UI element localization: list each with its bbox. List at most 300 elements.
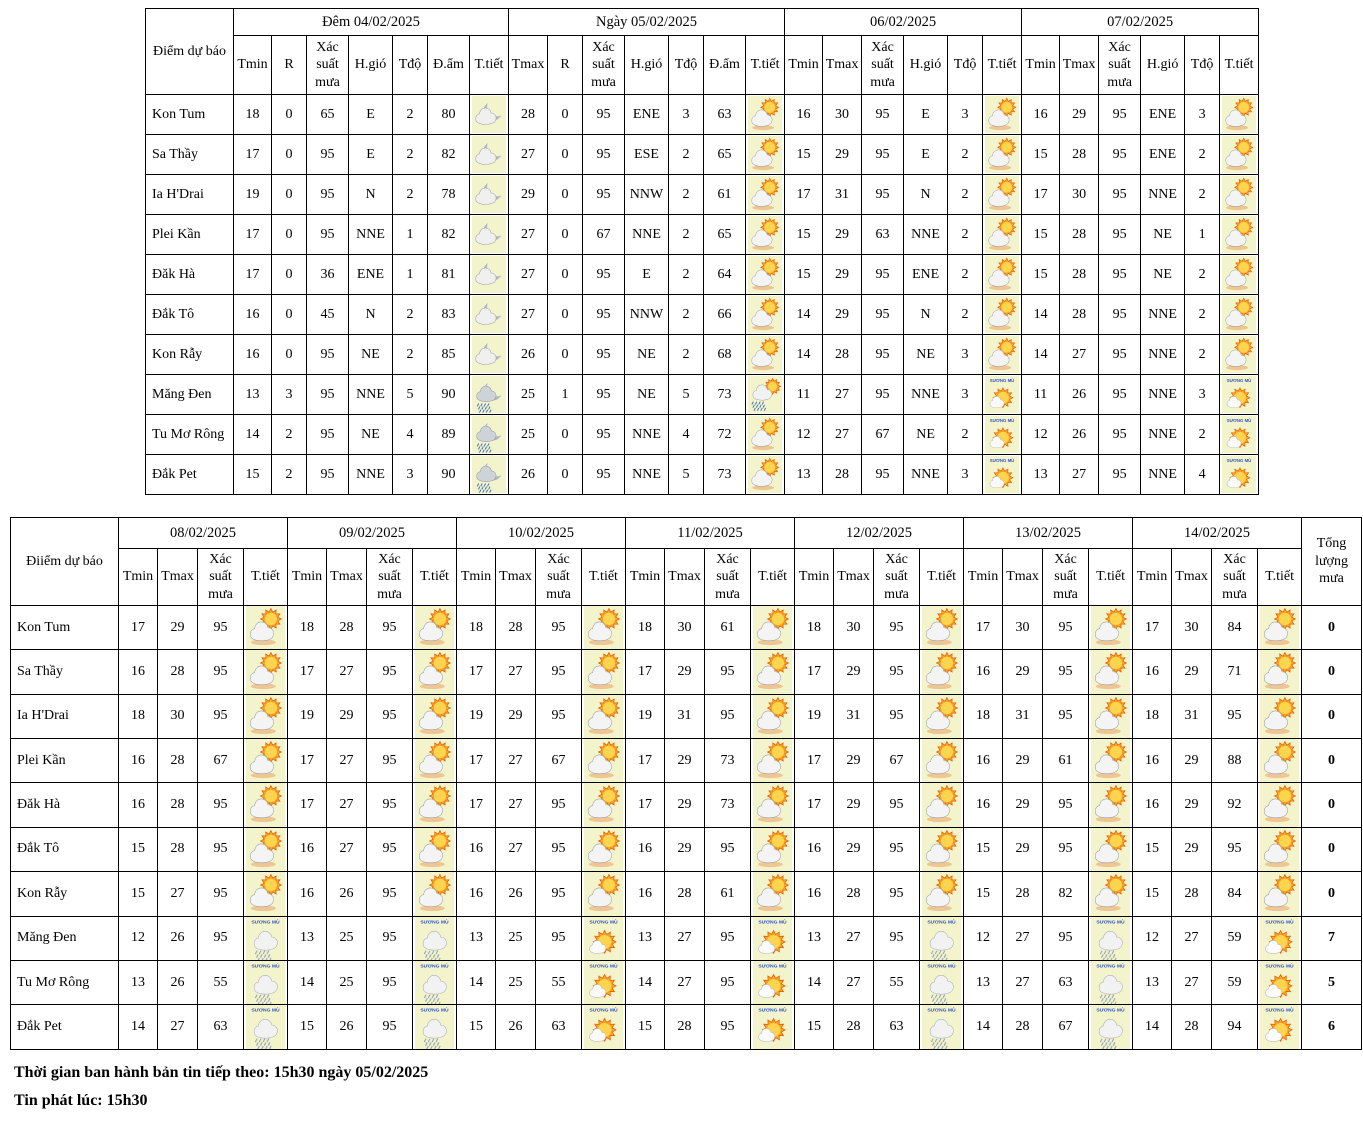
value-cell: E bbox=[904, 95, 948, 135]
value-cell: 29 bbox=[823, 135, 862, 175]
day-sun-cloud-icon bbox=[985, 336, 1019, 374]
value-cell: 95 bbox=[198, 694, 244, 738]
location-name: Đắk Tô bbox=[11, 827, 119, 871]
value-cell: 63 bbox=[874, 1005, 920, 1049]
value-cell: 78 bbox=[428, 175, 470, 215]
value-cell: 73 bbox=[704, 455, 746, 495]
day-sun-cloud-icon bbox=[1260, 650, 1299, 693]
day-sun-cloud-icon bbox=[753, 650, 792, 693]
day-sun-cloud-icon bbox=[1091, 606, 1130, 649]
fog-rain-icon bbox=[415, 1005, 454, 1048]
sub-col-header: Tđộ bbox=[669, 36, 704, 95]
value-cell: 2 bbox=[1185, 335, 1220, 375]
value-cell: 27 bbox=[496, 783, 536, 827]
day-sun-cloud-icon bbox=[748, 216, 782, 254]
weather-condition-cell bbox=[751, 606, 795, 650]
value-cell: 28 bbox=[1060, 255, 1099, 295]
day-sun-cloud-icon bbox=[584, 650, 623, 693]
value-cell: 26 bbox=[1060, 415, 1099, 455]
value-cell: 88 bbox=[1212, 739, 1258, 783]
value-cell: 64 bbox=[704, 255, 746, 295]
value-cell: 4 bbox=[1185, 455, 1220, 495]
table-row bbox=[146, 295, 1259, 335]
value-cell: 28 bbox=[823, 455, 862, 495]
value-cell: 16 bbox=[964, 739, 1003, 783]
sub-col-header: Xác suất mưa bbox=[862, 36, 904, 95]
value-cell: 28 bbox=[496, 606, 536, 650]
value-cell: 95 bbox=[583, 295, 625, 335]
value-cell: 13 bbox=[795, 916, 834, 960]
value-cell: 95 bbox=[862, 335, 904, 375]
weather-condition-cell bbox=[746, 215, 785, 255]
sub-col-header: R bbox=[548, 36, 583, 95]
svg-text:SƯƠNG MÙ: SƯƠNG MÙ bbox=[420, 919, 449, 926]
weather-condition-cell bbox=[470, 415, 509, 455]
value-cell: ESE bbox=[625, 135, 669, 175]
value-cell: 29 bbox=[1003, 739, 1043, 783]
fog-sun-icon bbox=[1260, 1005, 1299, 1048]
location-name: Tu Mơ Rông bbox=[146, 415, 234, 455]
value-cell: 68 bbox=[704, 335, 746, 375]
date-group-header: 07/02/2025 bbox=[1022, 9, 1259, 36]
value-cell: 27 bbox=[158, 872, 198, 916]
value-cell: 16 bbox=[964, 783, 1003, 827]
sub-col-header: Tmax bbox=[1172, 549, 1212, 606]
date-group-header: 11/02/2025 bbox=[626, 518, 795, 549]
value-cell: 28 bbox=[158, 650, 198, 694]
day-sun-cloud-icon bbox=[246, 606, 285, 649]
value-cell: 0 bbox=[1302, 650, 1362, 694]
sub-col-header: H.gió bbox=[349, 36, 393, 95]
value-cell: 14 bbox=[288, 960, 327, 1004]
value-cell: 27 bbox=[1060, 455, 1099, 495]
value-cell: 95 bbox=[583, 255, 625, 295]
sub-col-header: Tmax bbox=[1060, 36, 1099, 95]
value-cell: 26 bbox=[496, 1005, 536, 1049]
value-cell: 2 bbox=[1185, 175, 1220, 215]
value-cell: 63 bbox=[704, 95, 746, 135]
value-cell: 5 bbox=[669, 375, 704, 415]
value-cell: 27 bbox=[1003, 960, 1043, 1004]
value-cell: E bbox=[625, 255, 669, 295]
weather-condition-cell bbox=[413, 650, 457, 694]
value-cell: 25 bbox=[496, 916, 536, 960]
value-cell: NNE bbox=[1141, 295, 1185, 335]
value-cell: 27 bbox=[509, 215, 548, 255]
value-cell: 95 bbox=[874, 650, 920, 694]
value-cell: 12 bbox=[785, 415, 823, 455]
day-sun-cloud-icon bbox=[584, 739, 623, 782]
value-cell: 95 bbox=[1043, 606, 1089, 650]
value-cell: 28 bbox=[823, 335, 862, 375]
weather-condition-cell bbox=[746, 335, 785, 375]
sub-col-header: Xác suất mưa bbox=[874, 549, 920, 606]
value-cell: 0 bbox=[548, 335, 583, 375]
value-cell: 67 bbox=[874, 739, 920, 783]
day-sun-cloud-icon bbox=[415, 739, 454, 782]
value-cell: 95 bbox=[307, 335, 349, 375]
weather-condition-cell bbox=[1258, 872, 1302, 916]
day-sun-cloud-icon bbox=[985, 136, 1019, 174]
table-row bbox=[11, 694, 1362, 738]
value-cell: 27 bbox=[496, 739, 536, 783]
table-row bbox=[11, 783, 1362, 827]
svg-text:SƯƠNG MÙ: SƯƠNG MÙ bbox=[927, 963, 956, 970]
value-cell: 28 bbox=[327, 606, 367, 650]
day-sun-cloud-icon bbox=[415, 783, 454, 826]
value-cell: 95 bbox=[583, 95, 625, 135]
weather-condition-cell bbox=[470, 255, 509, 295]
value-cell: 72 bbox=[704, 415, 746, 455]
value-cell: 0 bbox=[272, 95, 307, 135]
value-cell: 95 bbox=[1099, 175, 1141, 215]
value-cell: 17 bbox=[626, 783, 665, 827]
svg-text:SƯƠNG MÙ: SƯƠNG MÙ bbox=[1226, 457, 1252, 463]
value-cell: 95 bbox=[367, 739, 413, 783]
value-cell: 27 bbox=[509, 255, 548, 295]
value-cell: 15 bbox=[1133, 872, 1172, 916]
value-cell: 12 bbox=[1022, 415, 1060, 455]
weather-condition-cell bbox=[582, 606, 626, 650]
weather-condition-cell bbox=[470, 95, 509, 135]
value-cell: 14 bbox=[785, 295, 823, 335]
value-cell: 95 bbox=[198, 827, 244, 871]
weather-condition-cell bbox=[244, 827, 288, 871]
value-cell: 95 bbox=[862, 375, 904, 415]
value-cell: 14 bbox=[1133, 1005, 1172, 1049]
value-cell: 17 bbox=[795, 650, 834, 694]
sub-col-header: T.tiết bbox=[1220, 36, 1259, 95]
value-cell: 18 bbox=[964, 694, 1003, 738]
sub-col-header: H.gió bbox=[625, 36, 669, 95]
weather-condition-cell bbox=[746, 175, 785, 215]
value-cell: 95 bbox=[307, 455, 349, 495]
date-group-header: Ngày 05/02/2025 bbox=[509, 9, 785, 36]
value-cell: 95 bbox=[536, 827, 582, 871]
value-cell: 31 bbox=[665, 694, 705, 738]
value-cell: 2 bbox=[948, 415, 983, 455]
weather-condition-cell bbox=[1220, 375, 1259, 415]
value-cell: 17 bbox=[1022, 175, 1060, 215]
svg-text:SƯƠNG MÙ: SƯƠNG MÙ bbox=[420, 1007, 449, 1014]
weather-condition-cell bbox=[582, 650, 626, 694]
fog-rain-icon bbox=[1091, 961, 1130, 1004]
value-cell: 67 bbox=[583, 215, 625, 255]
value-cell: 0 bbox=[272, 335, 307, 375]
day-sun-cloud-icon bbox=[748, 416, 782, 454]
weather-condition-cell bbox=[920, 650, 964, 694]
value-cell: 55 bbox=[198, 960, 244, 1004]
weather-condition-cell bbox=[244, 650, 288, 694]
value-cell: 27 bbox=[327, 783, 367, 827]
weather-condition-cell bbox=[1220, 215, 1259, 255]
weather-condition-cell bbox=[983, 215, 1022, 255]
table-row bbox=[146, 375, 1259, 415]
value-cell: 95 bbox=[583, 415, 625, 455]
value-cell: 95 bbox=[307, 415, 349, 455]
value-cell: 30 bbox=[1060, 175, 1099, 215]
day-sun-cloud-icon bbox=[1222, 176, 1256, 214]
value-cell: 67 bbox=[1043, 1005, 1089, 1049]
weather-condition-cell bbox=[413, 872, 457, 916]
sub-col-header: T.tiết bbox=[244, 549, 288, 606]
value-cell: 71 bbox=[1212, 650, 1258, 694]
sub-col-header: Tmin bbox=[964, 549, 1003, 606]
value-cell: 63 bbox=[536, 1005, 582, 1049]
value-cell: 29 bbox=[1003, 783, 1043, 827]
value-cell: 29 bbox=[834, 739, 874, 783]
forecast-table-long-term bbox=[10, 517, 1362, 1050]
weather-condition-cell bbox=[413, 827, 457, 871]
issued-time: Tin phát lúc: 15h30 bbox=[14, 1092, 148, 1109]
value-cell: 67 bbox=[862, 415, 904, 455]
value-cell: 17 bbox=[626, 650, 665, 694]
day-sun-cloud-icon bbox=[1222, 96, 1256, 134]
day-sun-cloud-icon bbox=[584, 695, 623, 738]
value-cell: NNE bbox=[1141, 375, 1185, 415]
value-cell: 26 bbox=[509, 335, 548, 375]
value-cell: 45 bbox=[307, 295, 349, 335]
value-cell: 13 bbox=[785, 455, 823, 495]
sub-col-header: T.tiết bbox=[1089, 549, 1133, 606]
value-cell: 2 bbox=[1185, 135, 1220, 175]
sub-col-header: T.tiết bbox=[413, 549, 457, 606]
value-cell: 0 bbox=[548, 215, 583, 255]
day-sun-cloud-icon bbox=[246, 650, 285, 693]
location-name: Plei Kần bbox=[146, 215, 234, 255]
value-cell: 16 bbox=[1133, 650, 1172, 694]
night-rain-icon bbox=[472, 456, 506, 494]
value-cell: 83 bbox=[428, 295, 470, 335]
value-cell: 61 bbox=[705, 606, 751, 650]
value-cell: 95 bbox=[705, 694, 751, 738]
value-cell: 25 bbox=[509, 415, 548, 455]
value-cell: 3 bbox=[393, 455, 428, 495]
fog-sun-icon bbox=[753, 917, 792, 960]
sub-col-header: Đ.ẩm bbox=[428, 36, 470, 95]
svg-text:SƯƠNG MÙ: SƯƠNG MÙ bbox=[1226, 377, 1252, 383]
weather-condition-cell bbox=[751, 960, 795, 1004]
value-cell: ENE bbox=[904, 255, 948, 295]
value-cell: 0 bbox=[272, 255, 307, 295]
weather-condition-cell bbox=[244, 783, 288, 827]
fog-sun-icon bbox=[584, 1005, 623, 1048]
value-cell: 29 bbox=[158, 606, 198, 650]
sub-col-header: Tmax bbox=[665, 549, 705, 606]
value-cell: 27 bbox=[327, 739, 367, 783]
location-name: Sa Thầy bbox=[146, 135, 234, 175]
sub-col-header: H.gió bbox=[1141, 36, 1185, 95]
value-cell: 14 bbox=[964, 1005, 1003, 1049]
location-name: Ia H'Drai bbox=[11, 694, 119, 738]
table-row bbox=[146, 95, 1259, 135]
value-cell: 0 bbox=[548, 455, 583, 495]
value-cell: 0 bbox=[272, 175, 307, 215]
sub-col-header: T.tiết bbox=[470, 36, 509, 95]
table-row bbox=[11, 827, 1362, 871]
value-cell: 95 bbox=[198, 606, 244, 650]
value-cell: 2 bbox=[948, 135, 983, 175]
value-cell: 95 bbox=[862, 455, 904, 495]
value-cell: 17 bbox=[795, 783, 834, 827]
value-cell: NNE bbox=[1141, 415, 1185, 455]
weather-condition-cell bbox=[983, 335, 1022, 375]
day-sun-cloud-icon bbox=[748, 336, 782, 374]
value-cell: 95 bbox=[1099, 135, 1141, 175]
value-cell: 14 bbox=[119, 1005, 158, 1049]
value-cell: 95 bbox=[367, 872, 413, 916]
value-cell: 6 bbox=[1302, 1005, 1362, 1049]
location-name: Đăk Hà bbox=[146, 255, 234, 295]
sub-col-header: T.tiết bbox=[920, 549, 964, 606]
value-cell: 95 bbox=[583, 175, 625, 215]
value-cell: 0 bbox=[272, 295, 307, 335]
night-cloud-icon bbox=[472, 256, 506, 294]
value-cell: 1 bbox=[393, 215, 428, 255]
location-name: Măng Đen bbox=[146, 375, 234, 415]
fog-sun-icon bbox=[985, 376, 1019, 414]
value-cell: N bbox=[349, 295, 393, 335]
day-sun-cloud-icon bbox=[1260, 606, 1299, 649]
value-cell: 14 bbox=[1022, 295, 1060, 335]
value-cell: 26 bbox=[327, 1005, 367, 1049]
value-cell: 95 bbox=[705, 1005, 751, 1049]
value-cell: 17 bbox=[457, 783, 496, 827]
fog-sun-icon bbox=[1222, 376, 1256, 414]
date-group-header: 14/02/2025 bbox=[1133, 518, 1302, 549]
value-cell: 27 bbox=[1172, 960, 1212, 1004]
value-cell: 95 bbox=[583, 335, 625, 375]
value-cell: 5 bbox=[669, 455, 704, 495]
value-cell: 82 bbox=[428, 135, 470, 175]
value-cell: 27 bbox=[509, 135, 548, 175]
day-sun-cloud-icon bbox=[415, 872, 454, 915]
sub-col-header: Tmax bbox=[509, 36, 548, 95]
day-sun-rain-icon bbox=[748, 376, 782, 414]
day-sun-cloud-icon bbox=[753, 739, 792, 782]
value-cell: NNE bbox=[349, 455, 393, 495]
weather-condition-cell bbox=[582, 1005, 626, 1049]
value-cell: 29 bbox=[1003, 650, 1043, 694]
svg-text:SƯƠNG MÙ: SƯƠNG MÙ bbox=[420, 963, 449, 970]
weather-condition-cell bbox=[413, 694, 457, 738]
value-cell: 95 bbox=[874, 827, 920, 871]
sub-col-header: Xác suất mưa bbox=[1043, 549, 1089, 606]
table-row bbox=[11, 606, 1362, 650]
value-cell: 1 bbox=[548, 375, 583, 415]
svg-text:SƯƠNG MÙ: SƯƠNG MÙ bbox=[1096, 963, 1125, 970]
value-cell: NE bbox=[349, 335, 393, 375]
value-cell: 95 bbox=[367, 783, 413, 827]
value-cell: 17 bbox=[964, 606, 1003, 650]
value-cell: 28 bbox=[834, 872, 874, 916]
weather-condition-cell bbox=[920, 960, 964, 1004]
fog-rain-icon bbox=[246, 917, 285, 960]
value-cell: 1 bbox=[1185, 215, 1220, 255]
value-cell: 59 bbox=[1212, 960, 1258, 1004]
day-sun-cloud-icon bbox=[415, 828, 454, 871]
day-sun-cloud-icon bbox=[922, 872, 961, 915]
value-cell: 18 bbox=[626, 606, 665, 650]
value-cell: E bbox=[349, 135, 393, 175]
value-cell: 36 bbox=[307, 255, 349, 295]
value-cell: 0 bbox=[1302, 606, 1362, 650]
value-cell: 29 bbox=[834, 827, 874, 871]
value-cell: 28 bbox=[158, 827, 198, 871]
day-sun-cloud-icon bbox=[985, 296, 1019, 334]
fog-rain-icon bbox=[1091, 917, 1130, 960]
svg-text:SƯƠNG MÙ: SƯƠNG MÙ bbox=[251, 919, 280, 926]
value-cell: ENE bbox=[1141, 95, 1185, 135]
weather-condition-cell bbox=[413, 916, 457, 960]
weather-condition-cell bbox=[751, 827, 795, 871]
svg-text:SƯƠNG MÙ: SƯƠNG MÙ bbox=[1096, 919, 1125, 926]
value-cell: NE bbox=[625, 335, 669, 375]
value-cell: 19 bbox=[795, 694, 834, 738]
location-name: Sa Thầy bbox=[11, 650, 119, 694]
weather-condition-cell bbox=[244, 606, 288, 650]
value-cell: 27 bbox=[327, 650, 367, 694]
value-cell: 95 bbox=[1099, 415, 1141, 455]
sub-col-header: Xác suất mưa bbox=[1212, 549, 1258, 606]
weather-condition-cell bbox=[1258, 960, 1302, 1004]
value-cell: 17 bbox=[795, 739, 834, 783]
value-cell: 16 bbox=[1133, 739, 1172, 783]
weather-condition-cell bbox=[582, 783, 626, 827]
fog-sun-icon bbox=[985, 416, 1019, 454]
value-cell: 95 bbox=[862, 95, 904, 135]
value-cell: 0 bbox=[548, 295, 583, 335]
table-row bbox=[146, 455, 1259, 495]
value-cell: 27 bbox=[823, 375, 862, 415]
value-cell: 5 bbox=[393, 375, 428, 415]
value-cell: 19 bbox=[288, 694, 327, 738]
value-cell: 65 bbox=[307, 95, 349, 135]
sub-col-header: Tmax bbox=[496, 549, 536, 606]
value-cell: 5 bbox=[1302, 960, 1362, 1004]
value-cell: 15 bbox=[457, 1005, 496, 1049]
fog-sun-icon bbox=[753, 961, 792, 1004]
sub-col-header: Xác suất mưa bbox=[198, 549, 244, 606]
weather-condition-cell bbox=[1089, 916, 1133, 960]
value-cell: 30 bbox=[834, 606, 874, 650]
value-cell: 15 bbox=[964, 827, 1003, 871]
sub-col-header: Xác suất mưa bbox=[705, 549, 751, 606]
value-cell: 16 bbox=[1133, 783, 1172, 827]
value-cell: 2 bbox=[669, 295, 704, 335]
weather-condition-cell bbox=[746, 455, 785, 495]
next-bulletin-time: Thời gian ban hành bản tin tiếp theo: 15h30 ngày 05/02/2025 bbox=[14, 1064, 429, 1081]
location-name: Kon Tum bbox=[146, 95, 234, 135]
value-cell: 29 bbox=[1172, 650, 1212, 694]
value-cell: 16 bbox=[785, 95, 823, 135]
svg-text:SƯƠNG MÙ: SƯƠNG MÙ bbox=[989, 417, 1015, 423]
day-sun-cloud-icon bbox=[748, 456, 782, 494]
sub-col-header: Xác suất mưa bbox=[307, 36, 349, 95]
sub-col-header: Xác suất mưa bbox=[367, 549, 413, 606]
day-sun-cloud-icon bbox=[1260, 872, 1299, 915]
fog-rain-icon bbox=[246, 961, 285, 1004]
sub-col-header: Tmin bbox=[626, 549, 665, 606]
value-cell: 28 bbox=[1003, 872, 1043, 916]
weather-condition-cell bbox=[582, 872, 626, 916]
value-cell: ENE bbox=[349, 255, 393, 295]
value-cell: 66 bbox=[704, 295, 746, 335]
night-cloud-icon bbox=[472, 296, 506, 334]
value-cell: 29 bbox=[509, 175, 548, 215]
value-cell: 30 bbox=[665, 606, 705, 650]
value-cell: 29 bbox=[823, 295, 862, 335]
